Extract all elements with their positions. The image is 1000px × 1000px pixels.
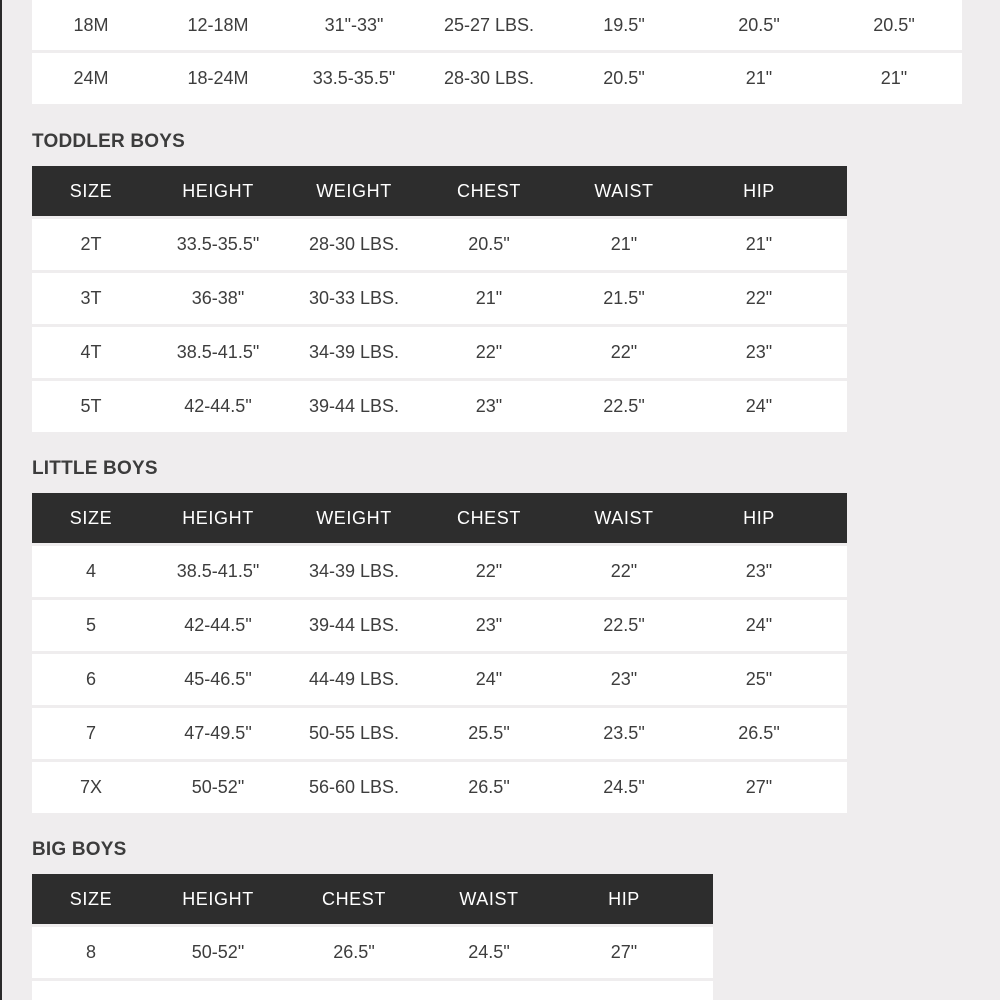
- height-cell: 33.5-35.5": [312, 68, 396, 88]
- weight-cell: 34-39 LBS.: [308, 342, 400, 362]
- waist-cell: 21": [745, 68, 773, 88]
- size-cell: 24M: [73, 68, 109, 88]
- weight-cell: 39-44 LBS.: [308, 396, 400, 416]
- waist-cell: 22": [610, 342, 638, 362]
- table-row: [32, 546, 847, 597]
- header-chest: CHEST: [321, 888, 386, 909]
- weight-cell: 28-30 LBS.: [308, 234, 400, 254]
- chest-cell: 26.5": [468, 777, 510, 797]
- height-cell: 42-44.5": [184, 615, 252, 635]
- months-cell: 18-24M: [187, 68, 249, 88]
- table-row-partial: [32, 981, 713, 1000]
- table-row: [32, 327, 847, 378]
- header-height: HEIGHT: [182, 180, 254, 201]
- height-cell: 31"-33": [324, 14, 384, 35]
- size-cell: 8: [85, 942, 96, 962]
- big-boys-table: [32, 874, 713, 1000]
- little-boys-table: [32, 493, 847, 813]
- chest-cell: 24": [475, 669, 503, 689]
- header-weight: WEIGHT: [316, 180, 392, 201]
- hip-cell: 23": [745, 342, 773, 362]
- weight-cell: 25-27 LBS.: [443, 14, 535, 35]
- weight-cell: 50-55 LBS.: [308, 723, 400, 743]
- table-header: [32, 493, 847, 543]
- weight-cell: 56-60 LBS.: [308, 777, 400, 797]
- size-cell: 18M: [73, 14, 109, 35]
- height-cell: 42-44.5": [184, 396, 252, 416]
- hip-cell: 26.5": [738, 723, 780, 743]
- size-cell: 7: [85, 723, 96, 743]
- chest-cell: 20.5": [603, 68, 645, 88]
- hip-cell: 24": [745, 615, 773, 635]
- hip-cell: 20.5": [873, 14, 915, 35]
- header-height: HEIGHT: [182, 888, 254, 909]
- hip-cell: 23": [745, 561, 773, 581]
- waist-cell: 22.5": [603, 615, 645, 635]
- header-waist: WAIST: [594, 180, 654, 201]
- weight-cell: 28-30 LBS.: [443, 68, 535, 88]
- header-size: SIZE: [69, 888, 113, 909]
- height-cell: 36-38": [191, 288, 245, 308]
- header-waist: WAIST: [459, 888, 519, 909]
- big-boys-heading: BIG BOYS: [32, 839, 127, 860]
- header-chest: CHEST: [456, 507, 521, 528]
- table-row: [32, 273, 847, 324]
- header-size: SIZE: [69, 180, 113, 201]
- size-cell: 5T: [80, 396, 102, 416]
- table-row: [32, 927, 713, 978]
- header-chest: CHEST: [456, 180, 521, 201]
- size-cell: 2T: [80, 234, 102, 254]
- hip-cell: 21": [745, 234, 773, 254]
- table-row: [32, 654, 847, 705]
- chest-cell: 19.5": [603, 14, 645, 35]
- height-cell: 33.5-35.5": [176, 234, 260, 254]
- toddler-boys-heading: TODDLER BOYS: [32, 131, 186, 152]
- chest-cell: 25.5": [468, 723, 510, 743]
- height-cell: 50-52": [191, 777, 245, 797]
- table-header: [32, 166, 847, 216]
- table-header: [32, 874, 713, 924]
- table-row: [32, 0, 962, 50]
- table-row: [32, 762, 847, 813]
- waist-cell: 22": [610, 561, 638, 581]
- size-cell: 5: [85, 615, 96, 635]
- height-cell: 38.5-41.5": [176, 342, 260, 362]
- height-cell: 47-49.5": [184, 723, 252, 743]
- waist-cell: 24.5": [468, 942, 510, 962]
- chest-cell: 26.5": [333, 942, 375, 962]
- waist-cell: 23.5": [603, 723, 645, 743]
- months-cell: 12-18M: [187, 14, 249, 35]
- chest-cell: 23": [475, 396, 503, 416]
- weight-cell: 34-39 LBS.: [308, 561, 400, 581]
- table-row: [32, 381, 847, 432]
- toddler-boys-table: [32, 166, 847, 432]
- hip-cell: 25": [745, 669, 773, 689]
- waist-cell: 22.5": [603, 396, 645, 416]
- header-hip: HIP: [743, 180, 775, 201]
- table-row: [32, 219, 847, 270]
- waist-cell: 20.5": [738, 14, 780, 35]
- size-cell: 4: [85, 561, 96, 581]
- size-cell: 4T: [80, 342, 102, 362]
- waist-cell: 24.5": [603, 777, 645, 797]
- header-waist: WAIST: [594, 507, 654, 528]
- table-row: [32, 600, 847, 651]
- waist-cell: 23": [610, 669, 638, 689]
- chest-cell: 23": [475, 615, 503, 635]
- chest-cell: 22": [475, 561, 503, 581]
- table-row: [32, 53, 962, 104]
- size-cell: 7X: [79, 777, 103, 797]
- hip-cell: 27": [610, 942, 638, 962]
- table-row: [32, 708, 847, 759]
- little-boys-heading: LITTLE BOYS: [32, 458, 158, 479]
- weight-cell: 39-44 LBS.: [308, 615, 400, 635]
- height-cell: 50-52": [191, 942, 245, 962]
- left-border: [0, 0, 2, 1000]
- header-hip: HIP: [743, 507, 775, 528]
- hip-cell: 24": [745, 396, 773, 416]
- weight-cell: 44-49 LBS.: [308, 669, 400, 689]
- header-size: SIZE: [69, 507, 113, 528]
- weight-cell: 30-33 LBS.: [308, 288, 400, 308]
- waist-cell: 21": [610, 234, 638, 254]
- chest-cell: 21": [475, 288, 503, 308]
- hip-cell: 22": [745, 288, 773, 308]
- hip-cell: 21": [880, 68, 908, 88]
- header-weight: WEIGHT: [316, 507, 392, 528]
- infant-size-table: [32, 0, 962, 104]
- height-cell: 38.5-41.5": [176, 561, 260, 581]
- chest-cell: 22": [475, 342, 503, 362]
- size-cell: 3T: [80, 288, 102, 308]
- size-cell: 6: [85, 669, 96, 689]
- height-cell: 45-46.5": [184, 669, 252, 689]
- waist-cell: 21.5": [603, 288, 645, 308]
- chest-cell: 20.5": [468, 234, 510, 254]
- header-height: HEIGHT: [182, 507, 254, 528]
- hip-cell: 27": [745, 777, 773, 797]
- header-hip: HIP: [608, 888, 640, 909]
